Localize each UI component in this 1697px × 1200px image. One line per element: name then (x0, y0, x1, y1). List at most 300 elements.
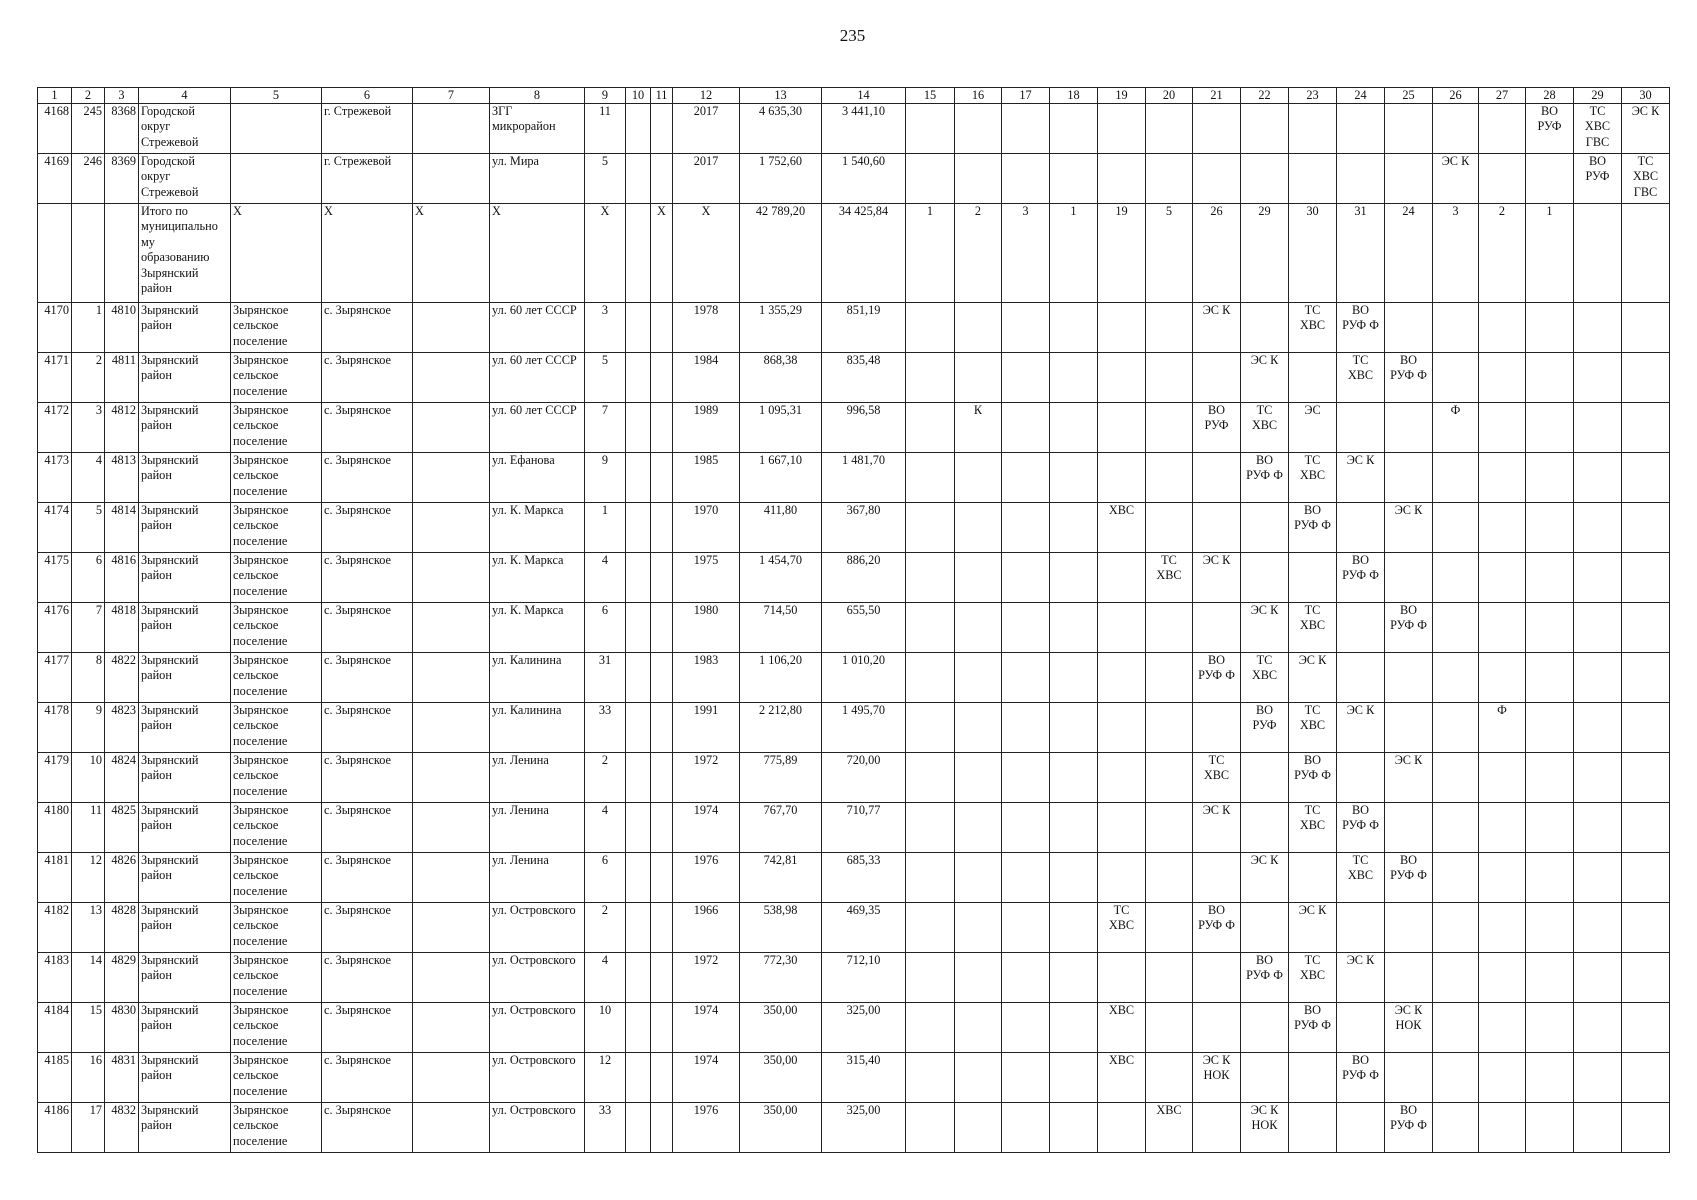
table-cell: ул. К. Маркса (490, 503, 585, 553)
table-cell (626, 953, 651, 1003)
table-cell: 10 (72, 753, 105, 803)
table-cell (1622, 753, 1670, 803)
table-cell: ЭС К (1193, 553, 1241, 603)
column-number-header: 28 (1526, 88, 1574, 104)
table-cell: Зырянский район (139, 853, 231, 903)
table-cell: X (231, 204, 322, 303)
register-table (37, 87, 1670, 1153)
table-cell (1146, 753, 1193, 803)
table-cell (626, 1003, 651, 1053)
table-cell (1385, 653, 1433, 703)
table-cell (651, 953, 673, 1003)
table-cell (906, 703, 955, 753)
table-cell: 17 (72, 1103, 105, 1153)
table-cell: Зырянское сельское поселение (231, 853, 322, 903)
table-cell: Зырянское сельское поселение (231, 1003, 322, 1053)
table-cell: 4830 (105, 1003, 139, 1053)
table-cell: Зырянское сельское поселение (231, 353, 322, 403)
table-cell (955, 953, 1002, 1003)
table-cell (1146, 154, 1193, 204)
table-cell: ВО РУФ Ф (1241, 953, 1289, 1003)
table-cell: ЭС К (1385, 753, 1433, 803)
table-cell (1193, 353, 1241, 403)
table-cell: ВО РУФ Ф (1385, 353, 1433, 403)
table-cell (626, 553, 651, 603)
table-body (38, 88, 1670, 1153)
table-cell (1289, 154, 1337, 204)
table-cell (1241, 154, 1289, 204)
table-cell (231, 154, 322, 204)
table-cell: 8368 (105, 104, 139, 154)
table-cell: с. Зырянское (322, 1053, 413, 1103)
table-cell: ул. К. Маркса (490, 603, 585, 653)
table-cell (1574, 703, 1622, 753)
table-row (38, 903, 1670, 953)
table-cell: 1985 (673, 453, 740, 503)
table-cell (1385, 703, 1433, 753)
table-cell: 31 (585, 653, 626, 703)
table-cell (1193, 453, 1241, 503)
table-cell (1479, 503, 1526, 553)
table-cell (626, 903, 651, 953)
table-cell (413, 303, 490, 353)
table-cell (651, 503, 673, 553)
table-cell (1098, 1103, 1146, 1153)
table-cell (1433, 853, 1479, 903)
table-cell (1337, 1003, 1385, 1053)
table-cell: Зырянское сельское поселение (231, 653, 322, 703)
table-cell: 4831 (105, 1053, 139, 1103)
table-cell: 10 (585, 1003, 626, 1053)
table-cell (1574, 903, 1622, 953)
table-cell (1098, 154, 1146, 204)
table-row (38, 1103, 1670, 1153)
header-row (38, 88, 1670, 104)
table-cell (626, 303, 651, 353)
table-cell: 835,48 (822, 353, 906, 403)
table-cell (1479, 753, 1526, 803)
table-cell (1002, 503, 1050, 553)
table-cell (906, 104, 955, 154)
table-cell: 2 212,80 (740, 703, 822, 753)
table-cell: ул. 60 лет СССР (490, 353, 585, 403)
table-row (38, 603, 1670, 653)
table-cell (1146, 703, 1193, 753)
table-cell: с. Зырянское (322, 903, 413, 953)
table-cell (1146, 803, 1193, 853)
column-number-header: 9 (585, 88, 626, 104)
table-cell (1002, 653, 1050, 703)
table-cell: ТС ХВС (1337, 853, 1385, 903)
table-cell (1002, 353, 1050, 403)
table-cell: ул. Калинина (490, 703, 585, 753)
table-cell (1385, 453, 1433, 503)
table-cell (1050, 503, 1098, 553)
table-cell: Зырянский район (139, 403, 231, 453)
table-cell: К (955, 403, 1002, 453)
table-cell: Зырянское сельское поселение (231, 903, 322, 953)
column-number-header: 2 (72, 88, 105, 104)
table-cell: 350,00 (740, 1053, 822, 1103)
table-cell (1479, 154, 1526, 204)
table-cell: ЭС К (1241, 353, 1289, 403)
table-cell (906, 353, 955, 403)
table-cell (1146, 453, 1193, 503)
page-number: 235 (839, 26, 866, 45)
table-cell (626, 204, 651, 303)
table-cell (1526, 753, 1574, 803)
table-cell (1526, 503, 1574, 553)
table-cell: 1983 (673, 653, 740, 703)
table-cell: ВО РУФ (1526, 104, 1574, 154)
table-cell (413, 453, 490, 503)
table-cell: с. Зырянское (322, 853, 413, 903)
table-cell (1479, 303, 1526, 353)
table-cell (1622, 303, 1670, 353)
table-cell (1479, 653, 1526, 703)
table-cell (1050, 303, 1098, 353)
table-cell (1433, 753, 1479, 803)
table-cell (1146, 353, 1193, 403)
table-cell (1337, 104, 1385, 154)
table-cell: 1974 (673, 1003, 740, 1053)
table-cell (1479, 903, 1526, 953)
table-cell: ул. Ленина (490, 853, 585, 903)
table-cell: ВО РУФ Ф (1385, 1103, 1433, 1153)
table-cell: ул. Островского (490, 1003, 585, 1053)
table-cell (955, 1003, 1002, 1053)
table-cell: 4171 (38, 353, 72, 403)
table-cell (1622, 703, 1670, 753)
table-cell: ТС ХВС (1193, 753, 1241, 803)
table-cell (1050, 653, 1098, 703)
table-cell: Зырянский район (139, 1053, 231, 1103)
table-cell (1002, 303, 1050, 353)
table-cell (1002, 753, 1050, 803)
table-cell: X (490, 204, 585, 303)
table-cell (906, 853, 955, 903)
table-cell (1574, 753, 1622, 803)
table-cell: 4177 (38, 653, 72, 703)
table-cell (626, 403, 651, 453)
table-cell: 1 (72, 303, 105, 353)
column-number-header: 17 (1002, 88, 1050, 104)
table-cell (626, 353, 651, 403)
table-cell (906, 453, 955, 503)
table-cell: 1966 (673, 903, 740, 953)
table-cell: 4 (585, 953, 626, 1003)
table-cell (1574, 353, 1622, 403)
table-cell (1526, 303, 1574, 353)
table-cell (413, 653, 490, 703)
table-cell: X (322, 204, 413, 303)
table-cell (1574, 953, 1622, 1003)
table-cell: 34 425,84 (822, 204, 906, 303)
table-cell: Зырянский район (139, 653, 231, 703)
table-cell (1337, 603, 1385, 653)
table-cell: с. Зырянское (322, 1003, 413, 1053)
table-cell: 3 (1002, 204, 1050, 303)
table-cell (906, 553, 955, 603)
table-cell (1385, 553, 1433, 603)
table-cell (955, 553, 1002, 603)
table-cell: 4811 (105, 353, 139, 403)
table-cell (413, 953, 490, 1003)
table-cell: 1970 (673, 503, 740, 553)
table-cell: ул. Мира (490, 154, 585, 204)
table-cell (413, 1103, 490, 1153)
table-cell (1526, 953, 1574, 1003)
table-cell (1526, 1003, 1574, 1053)
table-cell: ТС ХВС (1289, 953, 1337, 1003)
table-cell (1574, 603, 1622, 653)
table-cell: 12 (585, 1053, 626, 1103)
table-cell: ВО РУФ Ф (1337, 303, 1385, 353)
table-cell: Зырянское сельское поселение (231, 803, 322, 853)
table-cell (1433, 1053, 1479, 1103)
table-cell (955, 753, 1002, 803)
table-cell: 9 (585, 453, 626, 503)
column-number-header: 16 (955, 88, 1002, 104)
table-cell (1098, 603, 1146, 653)
table-cell: Зырянское сельское поселение (231, 603, 322, 653)
table-cell (72, 204, 105, 303)
table-cell: 4170 (38, 303, 72, 353)
table-cell (105, 204, 139, 303)
table-cell (906, 1003, 955, 1053)
table-cell: ВО РУФ Ф (1241, 453, 1289, 503)
column-number-header: 30 (1622, 88, 1670, 104)
table-cell: 1 106,20 (740, 653, 822, 703)
table-cell (1193, 154, 1241, 204)
table-cell: X (585, 204, 626, 303)
table-cell (1622, 803, 1670, 853)
table-cell: 6 (585, 603, 626, 653)
table-cell: 1976 (673, 1103, 740, 1153)
table-row (38, 753, 1670, 803)
table-row (38, 703, 1670, 753)
table-cell: ВО РУФ (1241, 703, 1289, 753)
table-cell (1433, 953, 1479, 1003)
table-cell: 4176 (38, 603, 72, 653)
table-cell (651, 104, 673, 154)
table-cell (626, 1053, 651, 1103)
table-cell: 315,40 (822, 1053, 906, 1103)
table-row (38, 1003, 1670, 1053)
table-cell: с. Зырянское (322, 353, 413, 403)
table-cell (955, 703, 1002, 753)
table-cell (1193, 104, 1241, 154)
table-cell: 4182 (38, 903, 72, 953)
table-cell: г. Стрежевой (322, 154, 413, 204)
table-cell: Ф (1479, 703, 1526, 753)
table-cell: Зырянский район (139, 753, 231, 803)
table-cell (1193, 1003, 1241, 1053)
table-cell (955, 803, 1002, 853)
table-cell: с. Зырянское (322, 453, 413, 503)
table-cell: ВО РУФ Ф (1289, 753, 1337, 803)
table-cell: 6 (72, 553, 105, 603)
table-cell (626, 603, 651, 653)
table-cell: 4828 (105, 903, 139, 953)
table-cell: 4 (585, 553, 626, 603)
table-cell: 4184 (38, 1003, 72, 1053)
table-cell: 14 (72, 953, 105, 1003)
table-cell: ТС ХВС (1289, 603, 1337, 653)
table-cell (626, 154, 651, 204)
table-cell: ул. 60 лет СССР (490, 403, 585, 453)
table-cell: ТС ХВС ГВС (1622, 154, 1670, 204)
table-cell (1385, 1053, 1433, 1103)
table-cell (651, 154, 673, 204)
table-cell: с. Зырянское (322, 503, 413, 553)
table-cell: с. Зырянское (322, 1103, 413, 1153)
column-number-header: 12 (673, 88, 740, 104)
table-cell (651, 703, 673, 753)
table-cell: 4813 (105, 453, 139, 503)
table-cell (1479, 104, 1526, 154)
column-number-header: 15 (906, 88, 955, 104)
table-cell (906, 903, 955, 953)
table-cell: 4 (72, 453, 105, 503)
table-cell: Зырянское сельское поселение (231, 453, 322, 503)
table-cell: 2017 (673, 154, 740, 204)
column-number-header: 22 (1241, 88, 1289, 104)
table-cell: 4824 (105, 753, 139, 803)
table-cell: 4180 (38, 803, 72, 853)
table-cell: 4822 (105, 653, 139, 703)
table-cell: Зырянское сельское поселение (231, 403, 322, 453)
column-number-header: 13 (740, 88, 822, 104)
table-cell: 1 (585, 503, 626, 553)
table-cell: 1 010,20 (822, 653, 906, 703)
table-cell: ВО РУФ Ф (1289, 1003, 1337, 1053)
table-cell (1622, 1003, 1670, 1053)
table-cell (626, 803, 651, 853)
table-cell: 4181 (38, 853, 72, 903)
table-cell (413, 753, 490, 803)
table-cell: 42 789,20 (740, 204, 822, 303)
table-cell: ХВС (1146, 1103, 1193, 1153)
table-cell: с. Зырянское (322, 953, 413, 1003)
table-cell: Зырянское сельское поселение (231, 753, 322, 803)
table-cell: ул. Островского (490, 903, 585, 953)
table-cell (1526, 353, 1574, 403)
table-cell (651, 553, 673, 603)
table-cell: 1 (1050, 204, 1098, 303)
table-cell: ТС ХВС (1289, 453, 1337, 503)
table-cell (1289, 1053, 1337, 1103)
column-number-header: 11 (651, 88, 673, 104)
table-cell: 4186 (38, 1103, 72, 1153)
table-cell: 2 (72, 353, 105, 403)
table-cell: ЭС К (1193, 303, 1241, 353)
table-cell (1479, 1053, 1526, 1103)
table-cell: Зырянское сельское поселение (231, 703, 322, 753)
table-cell (1146, 953, 1193, 1003)
table-cell (1098, 353, 1146, 403)
table-cell (1002, 803, 1050, 853)
table-cell: 33 (585, 1103, 626, 1153)
table-cell: 996,58 (822, 403, 906, 453)
table-row (38, 303, 1670, 353)
table-cell (1146, 653, 1193, 703)
table-cell (1050, 1053, 1098, 1103)
table-cell (651, 353, 673, 403)
table-cell (1146, 104, 1193, 154)
table-cell (1098, 953, 1146, 1003)
table-cell (1002, 953, 1050, 1003)
table-cell: 3 (72, 403, 105, 453)
table-cell: 1974 (673, 803, 740, 853)
table-cell (1574, 553, 1622, 603)
table-row (38, 453, 1670, 503)
table-cell: 4825 (105, 803, 139, 853)
column-number-header: 27 (1479, 88, 1526, 104)
table-cell: ЭС К (1289, 653, 1337, 703)
table-row (38, 503, 1670, 553)
table-cell (1433, 903, 1479, 953)
table-row (38, 353, 1670, 403)
table-cell: 775,89 (740, 753, 822, 803)
table-cell: ТС ХВС (1289, 303, 1337, 353)
column-number-header: 25 (1385, 88, 1433, 104)
table-cell: 350,00 (740, 1103, 822, 1153)
table-cell: ВО РУФ (1574, 154, 1622, 204)
table-cell: ВО РУФ Ф (1337, 803, 1385, 853)
table-cell: ЭС К (1289, 903, 1337, 953)
table-cell: с. Зырянское (322, 703, 413, 753)
table-cell (1241, 553, 1289, 603)
table-cell: 1 752,60 (740, 154, 822, 204)
table-cell: 4816 (105, 553, 139, 603)
table-cell (651, 753, 673, 803)
table-cell (651, 1003, 673, 1053)
table-row (38, 553, 1670, 603)
table-cell (1050, 703, 1098, 753)
table-cell: 24 (1385, 204, 1433, 303)
table-cell: 31 (1337, 204, 1385, 303)
table-cell: ул. К. Маркса (490, 553, 585, 603)
table-row (38, 953, 1670, 1003)
table-cell: 325,00 (822, 1103, 906, 1153)
table-cell: с. Зырянское (322, 553, 413, 603)
table-cell (1479, 1003, 1526, 1053)
column-number-header: 3 (105, 88, 139, 104)
table-cell: Зырянское сельское поселение (231, 1053, 322, 1103)
table-cell: ЭС К НОК (1193, 1053, 1241, 1103)
table-cell: ЭС К (1241, 603, 1289, 653)
table-cell (1433, 803, 1479, 853)
table-cell: 1975 (673, 553, 740, 603)
table-cell: 29 (1241, 204, 1289, 303)
table-cell: 13 (72, 903, 105, 953)
table-cell (1098, 753, 1146, 803)
table-cell: 8 (72, 653, 105, 703)
table-cell (1337, 154, 1385, 204)
table-cell: 246 (72, 154, 105, 204)
table-cell: 742,81 (740, 853, 822, 903)
table-cell: Городской округ Стрежевой (139, 154, 231, 204)
table-cell (1622, 353, 1670, 403)
table-cell (651, 603, 673, 653)
table-cell: 1 495,70 (822, 703, 906, 753)
table-cell (1526, 154, 1574, 204)
table-row (38, 803, 1670, 853)
table-cell: 469,35 (822, 903, 906, 953)
table-cell (1433, 104, 1479, 154)
table-cell: ЭС К (1241, 853, 1289, 903)
